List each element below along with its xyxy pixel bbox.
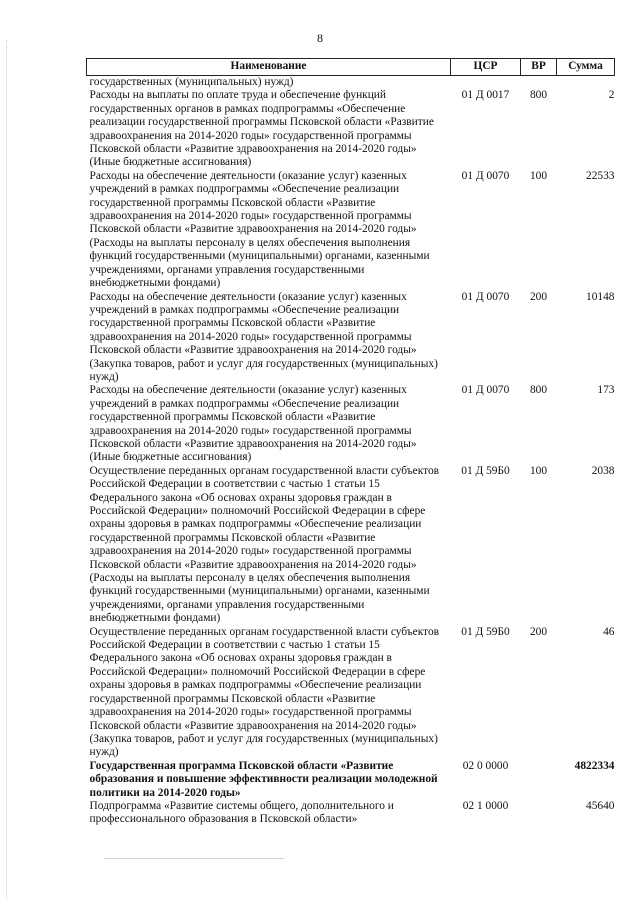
- table-row-program: [87, 760, 615, 800]
- row-vr: 100: [529, 464, 548, 477]
- row-sum: 46: [603, 625, 615, 638]
- row-name: Осуществление переданных органам государственной власти субъектов Российской Федерации в соответствии с частью 1 статьи 15 Федерального закона «Об основах охраны здоровья граждан в Российской Федерации» полномочий Российской Федерации в сфере охраны здоровья в рамках подпрограммы «Обеспечение реализации государственной программы Псковской области «Развитие здравоохранения на 2014-2020 годы» государственной программы Псковской области «Развитие здравоохранения на 2014-2020 годы» (Расходы на выплаты персоналу в целях обеспечения выполнения функций государственными (муниципальными) органами, казенными учреждениями, органами управления государственными внебюджетными фондами): [89, 464, 440, 625]
- row-csr: 02 0 0000: [462, 759, 509, 772]
- row-name: государственных (муниципальных) нужд): [89, 76, 294, 88]
- row-sum: 45640: [586, 799, 615, 812]
- table-row: [87, 291, 615, 385]
- row-vr: 800: [529, 384, 548, 397]
- table-row: [87, 626, 615, 760]
- budget-table-container: [86, 58, 614, 827]
- table-row: [87, 76, 615, 90]
- row-sum: 4822334: [574, 759, 615, 772]
- row-name: Расходы на обеспечение деятельности (оказание услуг) казенных учреждений в рамках подпрограммы «Обеспечение реализации государственной программы Псковской области «Развитие здравоохранения на 2014-2020 годы» государственной программы Псковской области «Развитие здравоохранения на 2014-2020 годы» (Расходы на выплаты персоналу в целях обеспечения выполнения функций государственными (муниципальными) органами, казенными учреждениями, органами управления государственными внебюджетными фондами): [89, 169, 430, 290]
- row-csr: 02 1 0000: [462, 799, 509, 812]
- scan-margin-line: [6, 40, 8, 900]
- scan-artifact-line: [104, 858, 284, 860]
- table-row: [87, 465, 615, 626]
- table-row: [87, 170, 615, 291]
- row-name: Государственная программа Псковской области «Развитие образования и повышение эффективности реализации молодежной политики на 2014-2020 годы»: [89, 759, 438, 799]
- row-vr: 800: [529, 89, 548, 102]
- row-csr: [451, 76, 521, 90]
- header-csr: ЦСР: [451, 59, 521, 76]
- row-name: Расходы на обеспечение деятельности (оказание услуг) казенных учреждений в рамках подпрограммы «Обеспечение реализации государственной программы Псковской области «Развитие здравоохранения на 2014-2020 годы» государственной программы Псковской области «Развитие здравоохранения на 2014-2020 годы» (Иные бюджетные ассигнования): [89, 384, 417, 464]
- row-vr: 200: [529, 290, 548, 303]
- row-sum: [557, 76, 615, 90]
- table-row: [87, 800, 615, 827]
- row-sum: 2038: [591, 464, 615, 477]
- row-sum: 173: [597, 384, 615, 397]
- table-body: [87, 76, 615, 827]
- table-row: [87, 89, 615, 169]
- row-vr: [521, 76, 557, 90]
- row-sum: 2: [608, 89, 615, 102]
- row-csr: 01 Д 0070: [461, 290, 510, 303]
- row-sum: 22533: [586, 169, 615, 182]
- table-header-row: [87, 59, 615, 76]
- header-vr: ВР: [521, 59, 557, 76]
- row-csr: 01 Д 0070: [461, 384, 510, 397]
- row-name: Расходы на выплаты по оплате труда и обеспечение функций государственных органов в рамках подпрограммы «Обеспечение реализации государственной программы Псковской области «Развитие здравоохранения на 2014-2020 годы» государственной программы Псковской области «Развитие здравоохранения на 2014-2020 годы» (Иные бюджетные ассигнования): [89, 89, 434, 169]
- page-number: 8: [317, 31, 323, 45]
- row-csr: 01 Д 59Б0: [461, 625, 510, 638]
- table-row: [87, 384, 615, 464]
- budget-table: [86, 58, 615, 827]
- row-csr: 01 Д 59Б0: [461, 464, 510, 477]
- row-vr: 100: [529, 169, 548, 182]
- row-vr: 200: [529, 625, 548, 638]
- row-sum: 10148: [586, 290, 615, 303]
- row-csr: 01 Д 0017: [461, 89, 510, 102]
- header-name: Наименование: [87, 59, 451, 76]
- row-vr: [521, 760, 557, 800]
- header-sum: Сумма: [557, 59, 615, 76]
- row-csr: 01 Д 0070: [461, 169, 510, 182]
- row-name: Расходы на обеспечение деятельности (оказание услуг) казенных учреждений в рамках подпрограммы «Обеспечение реализации государственной программы Псковской области «Развитие здравоохранения на 2014-2020 годы» государственной программы Псковской области «Развитие здравоохранения на 2014-2020 годы» (Закупка товаров, работ и услуг для государственных (муниципальных) нужд): [89, 290, 438, 383]
- row-vr: [521, 800, 557, 827]
- row-name: Осуществление переданных органам государственной власти субъектов Российской Федерации в соответствии с частью 1 статьи 15 Федерального закона «Об основах охраны здоровья граждан в Российской Федерации» полномочий Российской Федерации в сфере охраны здоровья в рамках подпрограммы «Обеспечение реализации государственной программы Псковской области «Развитие здравоохранения на 2014-2020 годы» государственной программы Псковской области «Развитие здравоохранения на 2014-2020 годы» (Закупка товаров, работ и услуг для государственных (муниципальных) нужд): [89, 625, 440, 759]
- row-name: Подпрограмма «Развитие системы общего, дополнительного и профессионального образования в Псковской области»: [89, 799, 394, 826]
